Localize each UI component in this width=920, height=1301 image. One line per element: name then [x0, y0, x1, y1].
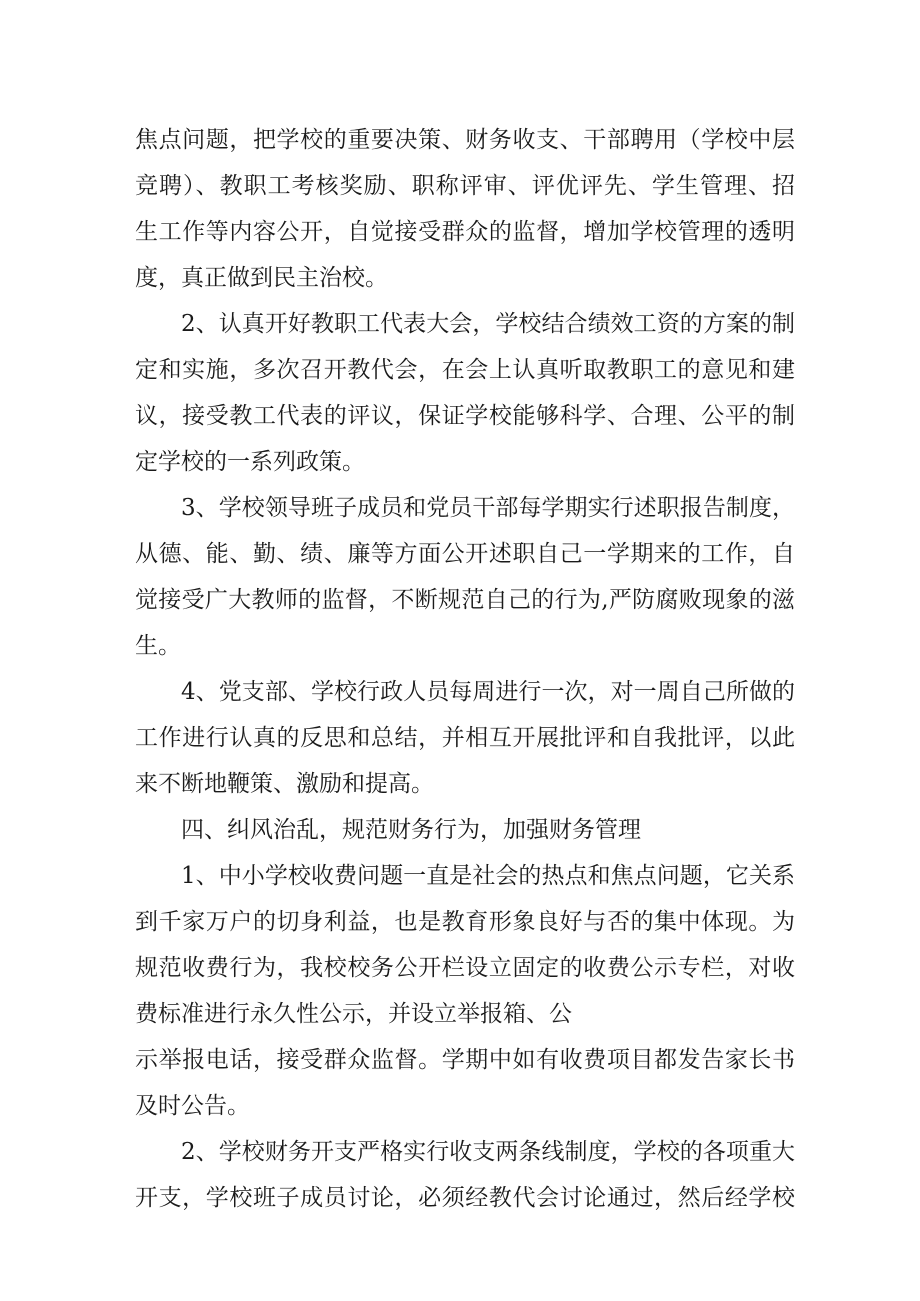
text-line: 焦点问题，把学校的重要决策、财务收支、干部聘用（学校中层 [135, 127, 795, 153]
text-line: 1、中小学校收费问题一直是社会的热点和焦点问题，它关系 [181, 863, 795, 889]
heading-line: 四、纠风治乱，规范财务行为，加强财务管理 [181, 817, 641, 843]
text-line: 议，接受教工代表的评议，保证学校能够科学、合理、公平的制 [135, 403, 795, 429]
paragraph-1 [135, 117, 795, 301]
text-line: 定和实施，多次召开教代会，在会上认真听取教职工的意见和建 [135, 357, 795, 383]
text-line: 规范收费行为，我校校务公开栏设立固定的收费公示专栏，对收 [135, 955, 795, 981]
text-line: 3、学校领导班子成员和党员干部每学期实行述职报告制度， [181, 495, 795, 521]
body-text [135, 117, 795, 1221]
text-line: 从德、能、勤、绩、廉等方面公开述职自己一学期来的工作，自 [135, 541, 795, 567]
text-line: 费标准进行永久性公示，并设立举报箱、公 [135, 1001, 572, 1027]
paragraph-5 [135, 853, 795, 1129]
text-line: 定学校的一系列政策。 [135, 449, 365, 475]
text-line: 及时公告。 [135, 1093, 250, 1119]
text-line: 生。 [135, 633, 181, 659]
text-line: 度，真正做到民主治校。 [135, 265, 388, 291]
paragraph-2 [135, 301, 795, 485]
text-line: 到千家万户的切身利益，也是教育形象良好与否的集中体现。为 [135, 909, 795, 935]
text-line: 4、党支部、学校行政人员每周进行一次，对一周自己所做的 [181, 679, 795, 705]
text-line: 生工作等内容公开，自觉接受群众的监督，增加学校管理的透明 [135, 219, 795, 245]
text-line: 开支，学校班子成员讨论，必须经教代会讨论通过，然后经学校 [135, 1185, 795, 1211]
paragraph-6 [135, 1129, 795, 1221]
paragraph-3 [135, 485, 795, 669]
text-line: 竞聘）、教职工考核奖励、职称评审、评优评先、学生管理、招 [135, 173, 795, 199]
paragraph-4 [135, 669, 795, 807]
section-heading [135, 807, 795, 853]
text-line: 示举报电话，接受群众监督。学期中如有收费项目都发告家长书 [135, 1047, 795, 1073]
text-line: 2、学校财务开支严格实行收支两条线制度，学校的各项重大 [181, 1139, 795, 1165]
text-line: 工作进行认真的反思和总结，并相互开展批评和自我批评，以此 [135, 725, 795, 751]
text-line: 觉接受广大教师的监督，不断规范自己的行为,严防腐败现象的滋 [135, 587, 795, 613]
text-line: 2、认真开好教职工代表大会，学校结合绩效工资的方案的制 [181, 311, 795, 337]
text-line: 来不断地鞭策、激励和提高。 [135, 771, 434, 797]
